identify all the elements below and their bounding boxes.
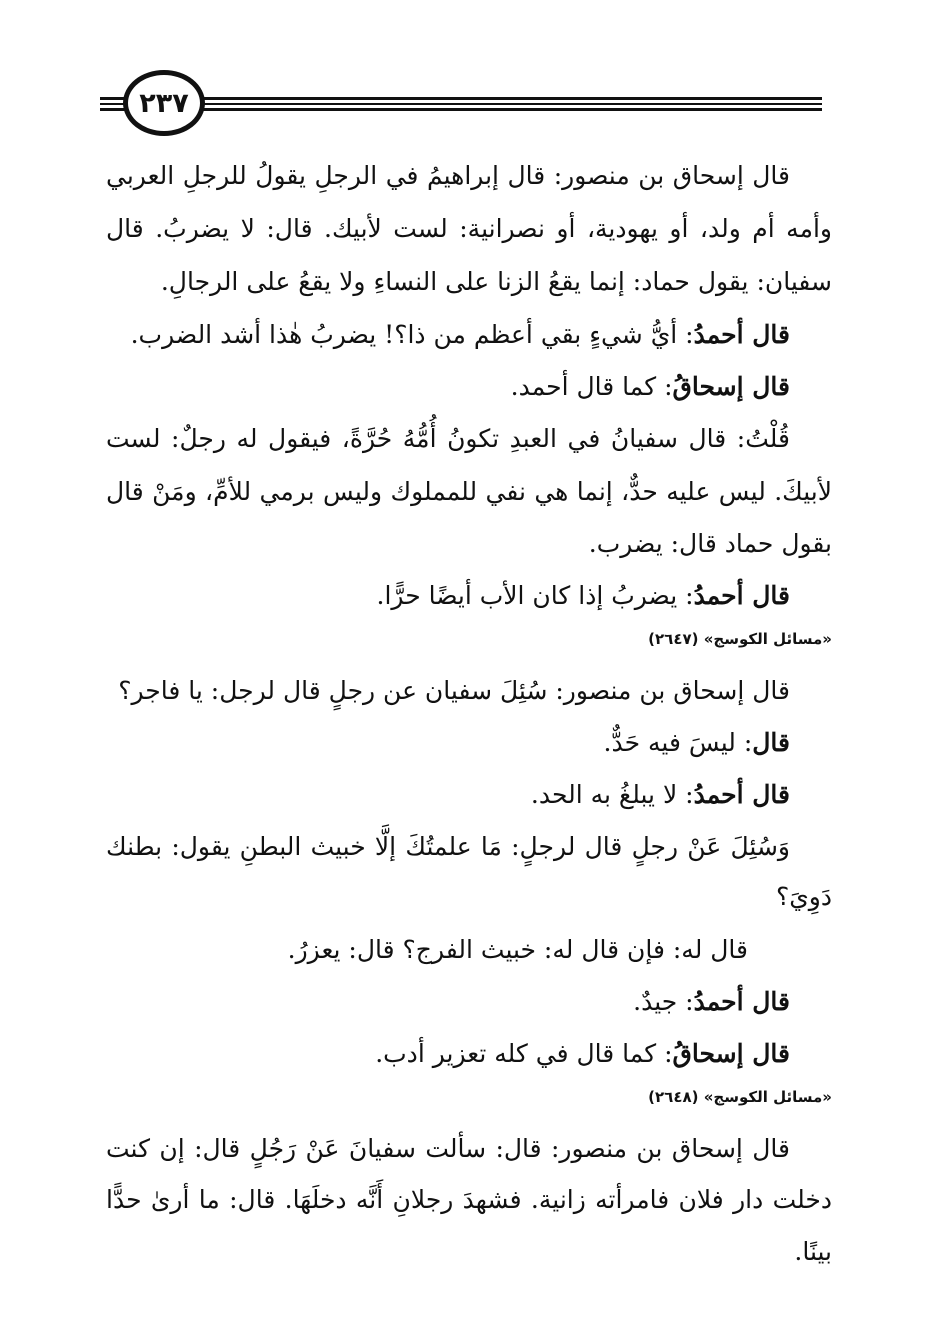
text-line	[131, 316, 790, 354]
header-rule	[100, 108, 822, 111]
speaker-label: قال أحمدُ	[693, 987, 790, 1016]
line-text: : أيُّ شيءٍ بقي أعظم من ذا؟! يضربُ هٰذا أشد الضرب.	[130, 320, 694, 349]
source-note: «مسائل الكوسج» (٢٦٤٨)	[648, 1088, 832, 1106]
line-text: : ليسَ فيه حَدٌّ.	[603, 728, 753, 757]
text-line	[377, 577, 790, 615]
speaker-label: قال	[752, 728, 790, 757]
line-text: : يضربُ إذا كان الأب أيضًا حرًّا.	[376, 581, 694, 610]
text-line: قال له: فإن قال له: خبيث الفرج؟ قال: يعزرُ.	[287, 935, 748, 964]
text-line	[375, 1035, 790, 1073]
speaker-label: قال أحمدُ	[693, 780, 790, 809]
text-line: سفيان: يقول حماد: إنما يقعُ الزنا على النساءِ ولا يقعُ على الرجالِ.	[160, 267, 832, 296]
line-text: : لا يبلغُ به الحد.	[530, 780, 694, 809]
line-text: : كما قال أحمد.	[510, 372, 673, 401]
speaker-label: قال أحمدُ	[693, 581, 790, 610]
text-line	[604, 724, 790, 762]
text-line: وأمه أم ولد، أو يهودية، أو نصرانية: لست لأبيك. قال: لا يضربُ. قال	[106, 214, 832, 243]
speaker-label: قال إسحاقُ	[672, 1039, 790, 1068]
page-number: ٢٣٧	[139, 87, 189, 119]
speaker-label: قال أحمدُ	[693, 320, 790, 349]
text-line: قال إسحاق بن منصور: سُئِلَ سفيان عن رجلٍ قال لرجل: يا فاجر؟	[118, 676, 790, 705]
text-line	[511, 368, 790, 406]
text-line: لأبيكَ. ليس عليه حدٌّ، إنما هي نفي للمملوك وليس برمي للأمِّ، ومَنْ قال	[106, 477, 832, 506]
text-line	[531, 776, 790, 814]
text-line: قال إسحاق بن منصور: قال: سألت سفيانَ عَنْ رَجُلٍ قال: إن كنت	[106, 1134, 790, 1163]
page-number-badge	[123, 70, 205, 136]
text-line: دخلت دار فلان فامرأته زانية. فشهدَ رجلانِ أَنَّه دخلَهَا. قال: ما أرىٰ حدًّا	[106, 1185, 832, 1214]
speaker-label: قال إسحاقُ	[672, 372, 790, 401]
header-rule	[100, 103, 822, 105]
text-line: قال إسحاق بن منصور: قال إبراهيمُ في الرجلِ يقولُ للرجلِ العربي	[106, 161, 790, 190]
line-text: : كما قال في كله تعزير أدب.	[375, 1039, 673, 1068]
text-line: دَوِيَ؟	[775, 882, 832, 911]
text-line: بينًا.	[794, 1237, 832, 1266]
text-line: قُلْتُ: قال سفيانُ في العبدِ تكونُ أُمُّهُ حُرَّةً، فيقول له رجلٌ: لست	[106, 424, 790, 453]
line-text: : جيدٌ.	[633, 987, 694, 1016]
header-rule	[100, 97, 822, 100]
text-line	[633, 983, 790, 1021]
source-note: «مسائل الكوسج» (٢٦٤٧)	[648, 630, 832, 648]
text-line: وَسُئِلَ عَنْ رجلٍ قال لرجلٍ: مَا علمتُكَ إلَّا خبيث البطنِ يقول: بطنك	[106, 832, 790, 861]
text-line: بقول حماد قال: يضرب.	[588, 529, 832, 558]
